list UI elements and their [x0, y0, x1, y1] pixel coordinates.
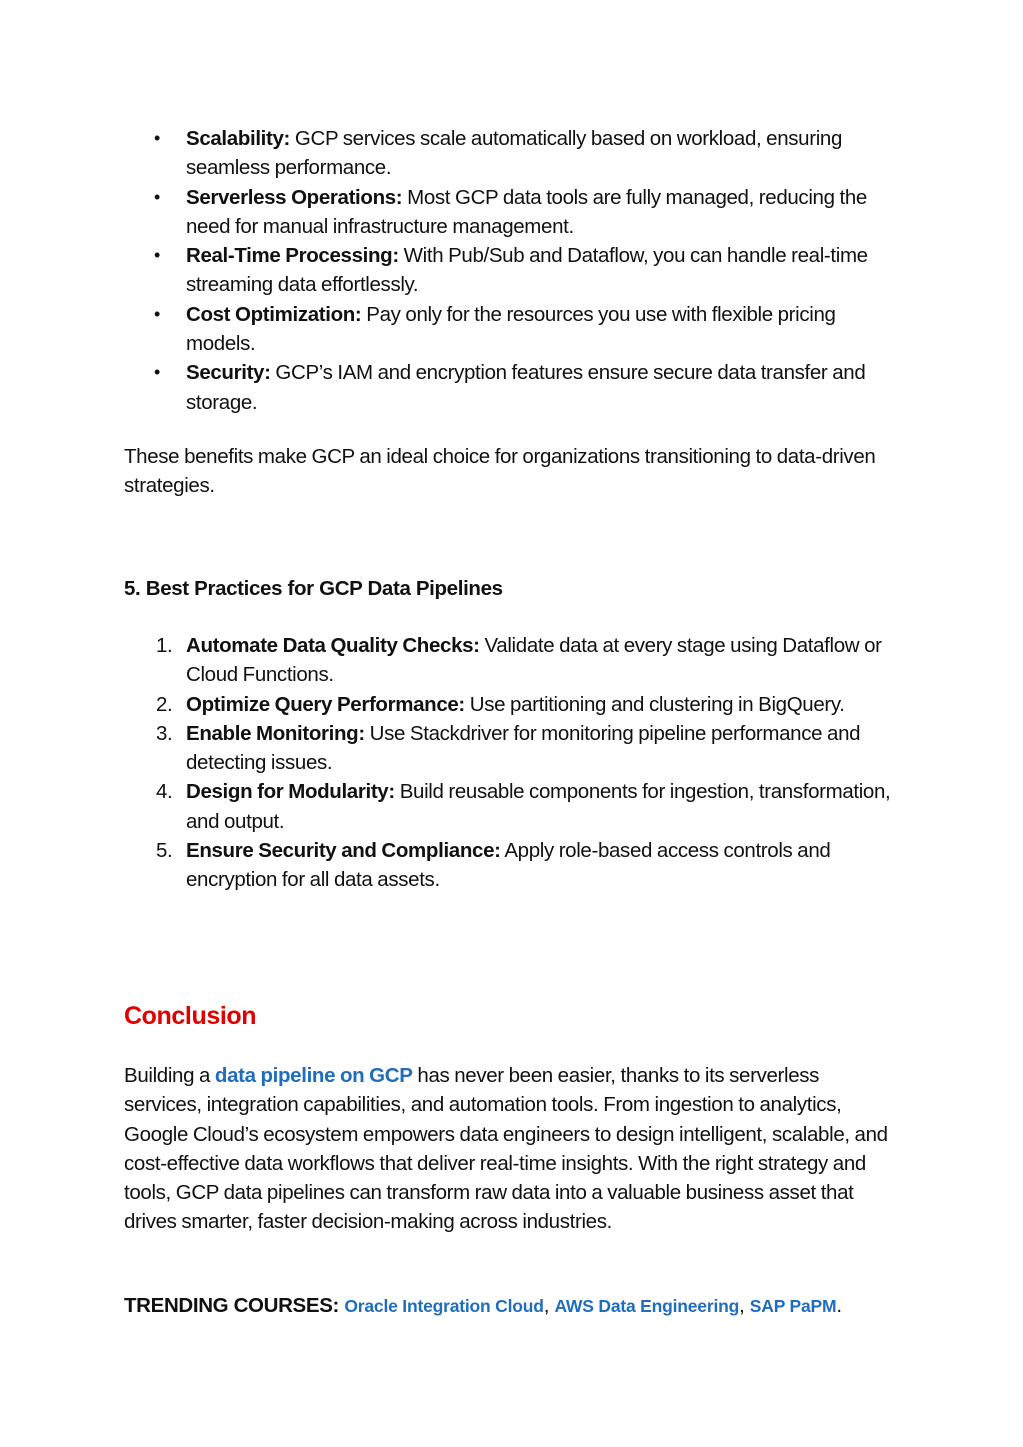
conclusion-body: has never been easier, thanks to its serverless services, integration capabilities, and automation tools. From ingestion to analytics, Google Cloud’s ecosystem empowers data engineers to design intelligent, scalable, and cost-effective data workflows that deliver real-time insights. With the right strategy and tools, GCP data pipelines can transform raw data into a valuable business asset that drives smarter, faster decision-making across industries.	[124, 1064, 888, 1234]
course-link-oracle-integration-cloud[interactable]: Oracle Integration Cloud	[344, 1296, 544, 1316]
item-number: 4.	[156, 780, 173, 804]
conclusion-heading: Conclusion	[124, 1002, 257, 1030]
item-label: Design for Modularity:	[186, 780, 395, 804]
benefits-summary: These benefits make GCP an ideal choice for organizations transitioning to data-driven strategies.	[124, 445, 876, 498]
item-label: Enable Monitoring:	[186, 721, 365, 745]
bullet-icon: •	[154, 362, 160, 383]
item-text: Use Stackdriver for monitoring pipeline performance and detecting issues.	[186, 721, 861, 775]
item-label: Scalability:	[186, 127, 291, 150]
item-label: Real-Time Processing:	[186, 244, 399, 268]
trending-label: TRENDING COURSES:	[124, 1294, 345, 1317]
item-label: Cost Optimization:	[186, 302, 362, 326]
item-number: 1.	[156, 634, 173, 657]
list-item	[124, 124, 904, 183]
list-item	[124, 690, 904, 719]
item-text: GCP services scale automatically based on workload, ensuring seamless performance.	[186, 127, 843, 180]
list-item	[124, 241, 904, 300]
course-link-sap-papm[interactable]: SAP PaPM	[749, 1296, 837, 1316]
item-text: With Pub/Sub and Dataflow, you can handle real-time streaming data effortlessly.	[186, 244, 868, 297]
item-text: Pay only for the resources you use with flexible pricing models.	[186, 302, 836, 356]
item-label: Automate Data Quality Checks:	[186, 634, 480, 657]
separator: ,	[739, 1294, 750, 1317]
list-item	[124, 777, 904, 836]
bullet-icon: •	[154, 128, 160, 148]
end-punctuation: .	[836, 1294, 842, 1317]
list-item	[124, 836, 904, 895]
list-item	[124, 631, 904, 690]
conclusion-paragraph	[124, 1061, 899, 1237]
bullet-icon: •	[154, 303, 160, 324]
benefits-list	[124, 124, 904, 417]
item-number: 2.	[156, 692, 173, 716]
best-practices-heading: 5. Best Practices for GCP Data Pipelines	[124, 577, 503, 600]
item-text: Apply role-based access controls and encryption for all data assets.	[186, 839, 831, 892]
item-label: Ensure Security and Compliance:	[186, 839, 501, 863]
item-text: Validate data at every stage using Dataflow or Cloud Functions.	[186, 634, 882, 687]
list-item	[124, 183, 904, 242]
conclusion-prefix: Building a	[124, 1064, 215, 1087]
item-text: Most GCP data tools are fully managed, reducing the need for manual infrastructure management.	[186, 185, 867, 238]
item-text: Use partitioning and clustering in BigQuery.	[464, 692, 845, 716]
item-number: 5.	[156, 839, 173, 863]
separator: ,	[543, 1294, 555, 1317]
best-practices-list	[124, 631, 904, 895]
item-number: 3.	[156, 721, 173, 745]
data-pipeline-gcp-link[interactable]: data pipeline on GCP	[214, 1064, 413, 1087]
bullet-icon: •	[154, 186, 160, 207]
list-item	[124, 300, 904, 359]
item-text: GCP’s IAM and encryption features ensure secure data transfer and storage.	[186, 361, 866, 414]
list-item	[124, 358, 904, 417]
item-text: Build reusable components for ingestion, transformation, and output.	[186, 780, 891, 833]
bullet-icon: •	[154, 245, 160, 266]
trending-courses	[124, 1291, 842, 1321]
item-label: Serverless Operations:	[186, 185, 403, 209]
item-label: Optimize Query Performance:	[186, 692, 465, 716]
item-label: Security:	[186, 361, 271, 385]
course-link-aws-data-engineering[interactable]: AWS Data Engineering	[554, 1296, 740, 1316]
list-item	[124, 719, 904, 778]
